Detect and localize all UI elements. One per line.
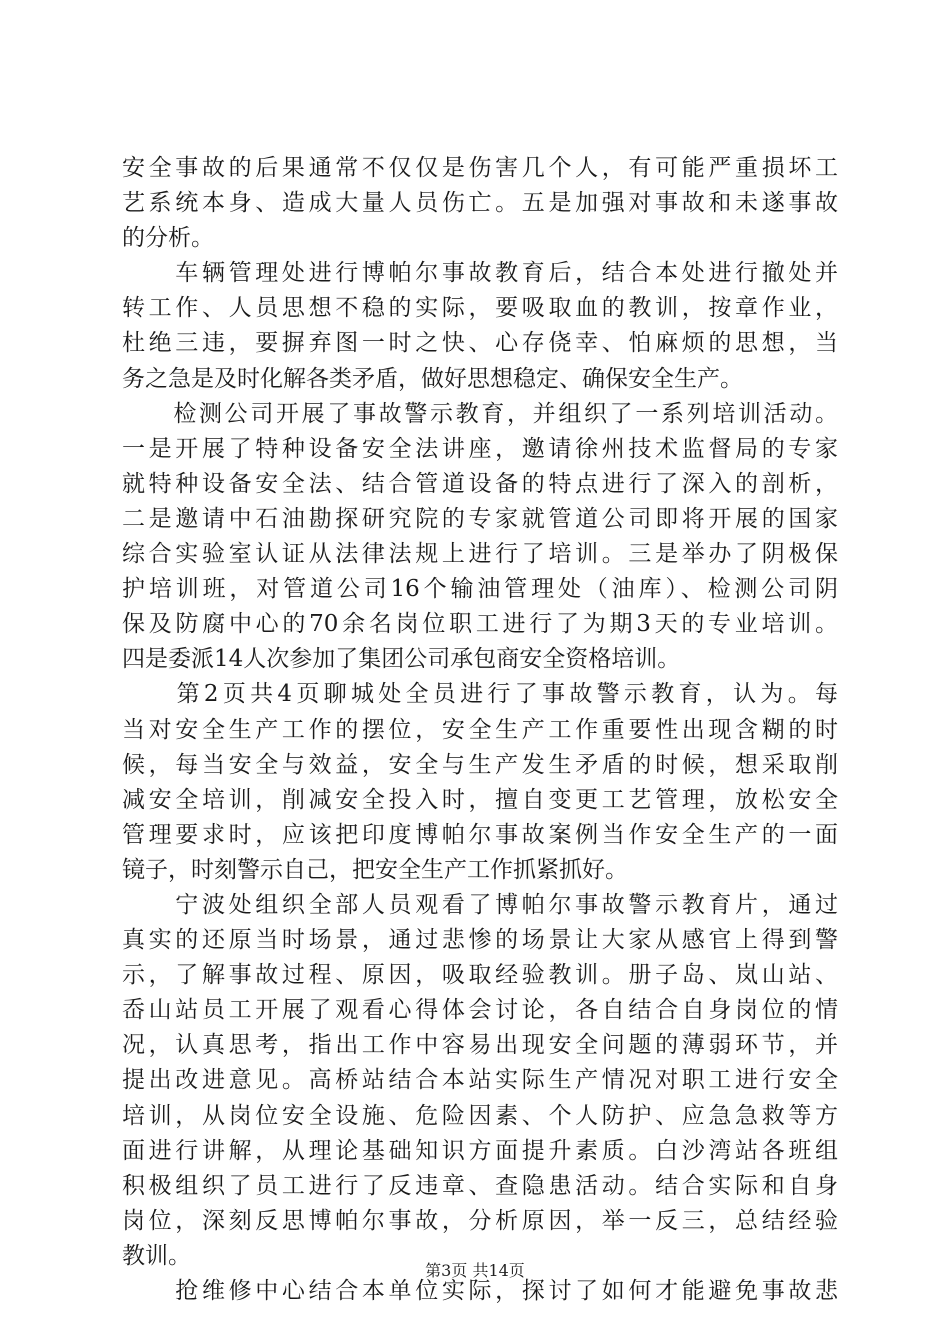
text-line: 镜子，时刻警示自己，把安全生产工作抓紧抓好。: [122, 856, 628, 883]
text-line: 四是委派14人次参加了集团公司承包商安全资格培训。: [122, 646, 681, 673]
text-line: 艺系统本身、造成大量人员伤亡。五是加强对事故和未遂事故: [122, 190, 838, 217]
text-line: 一是开展了特种设备安全法讲座，邀请徐州技术监督局的专家: [122, 435, 838, 462]
text-line: 面进行讲解，从理论基础知识方面提升素质。白沙湾站各班组: [122, 1137, 838, 1164]
text-line: 岙山站员工开展了观看心得体会讨论，各自结合自身岗位的情: [122, 997, 838, 1024]
text-line: 况，认真思考，指出工作中容易出现安全问题的薄弱环节，并: [122, 1032, 838, 1059]
text-line: 务之急是及时化解各类矛盾，做好思想稳定、确保安全生产。: [122, 365, 743, 392]
text-line: 当对安全生产工作的摆位，安全生产工作重要性出现含糊的时: [122, 716, 838, 743]
text-line: 检测公司开展了事故警示教育，并组织了一系列培训活动。: [122, 400, 838, 427]
text-line: 提出改进意见。高桥站结合本站实际生产情况对职工进行安全: [122, 1067, 838, 1094]
text-line: 管理要求时，应该把印度博帕尔事故案例当作安全生产的一面: [122, 821, 838, 848]
text-line: 就特种设备安全法、结合管道设备的特点进行了深入的剖析，: [122, 470, 838, 497]
document-body: [122, 151, 838, 1309]
text-line: 安全事故的后果通常不仅仅是伤害几个人，有可能严重损坏工: [122, 155, 838, 181]
text-line: 积极组织了员工进行了反违章、查隐患活动。结合实际和自身: [122, 1172, 838, 1199]
text-line: 杜绝三违，要摒弃图一时之快、心存侥幸、怕麻烦的思想，当: [122, 330, 838, 357]
text-line: 转工作、人员思想不稳的实际，要吸取血的教训，按章作业，: [122, 295, 838, 322]
text-line: 示，了解事故过程、原因，吸取经验教训。册子岛、岚山站、: [122, 962, 838, 989]
text-line: 护培训班，对管道公司16个输油管理处（油库）、检测公司阴: [122, 576, 838, 603]
text-line: 真实的还原当时场景，通过悲惨的场景让大家从感官上得到警: [122, 927, 838, 954]
text-line: 二是邀请中石油勘探研究院的专家就管道公司即将开展的国家: [122, 505, 838, 532]
text-line: 减安全培训，削减安全投入时，擅自变更工艺管理，放松安全: [122, 786, 838, 813]
text-line: 的分析。: [122, 225, 214, 252]
page-footer: 第3页 共14页: [425, 1261, 525, 1280]
text-line: 候，每当安全与效益，安全与生产发生矛盾的时候，想采取削: [122, 751, 838, 778]
text-line: 第2页共4页聊城处全员进行了事故警示教育，认为。每: [122, 681, 838, 708]
text-line: 车辆管理处进行博帕尔事故教育后，结合本处进行撤处并: [122, 260, 838, 287]
text-line: 宁波处组织全部人员观看了博帕尔事故警示教育片，通过: [122, 891, 838, 918]
text-line: 岗位，深刻反思博帕尔事故，分析原因，举一反三，总结经验: [122, 1207, 838, 1234]
text-line: 保及防腐中心的70余名岗位职工进行了为期3天的专业培训。: [122, 611, 838, 638]
text-line: 综合实验室认证从法律法规上进行了培训。三是举办了阴极保: [122, 541, 838, 568]
text-line: 培训，从岗位安全设施、危险因素、个人防护、应急急救等方: [122, 1102, 838, 1129]
text-line: 抢维修中心结合本单位实际，探讨了如何才能避免事故悲: [122, 1278, 838, 1304]
text-line: 教训。: [122, 1242, 191, 1269]
